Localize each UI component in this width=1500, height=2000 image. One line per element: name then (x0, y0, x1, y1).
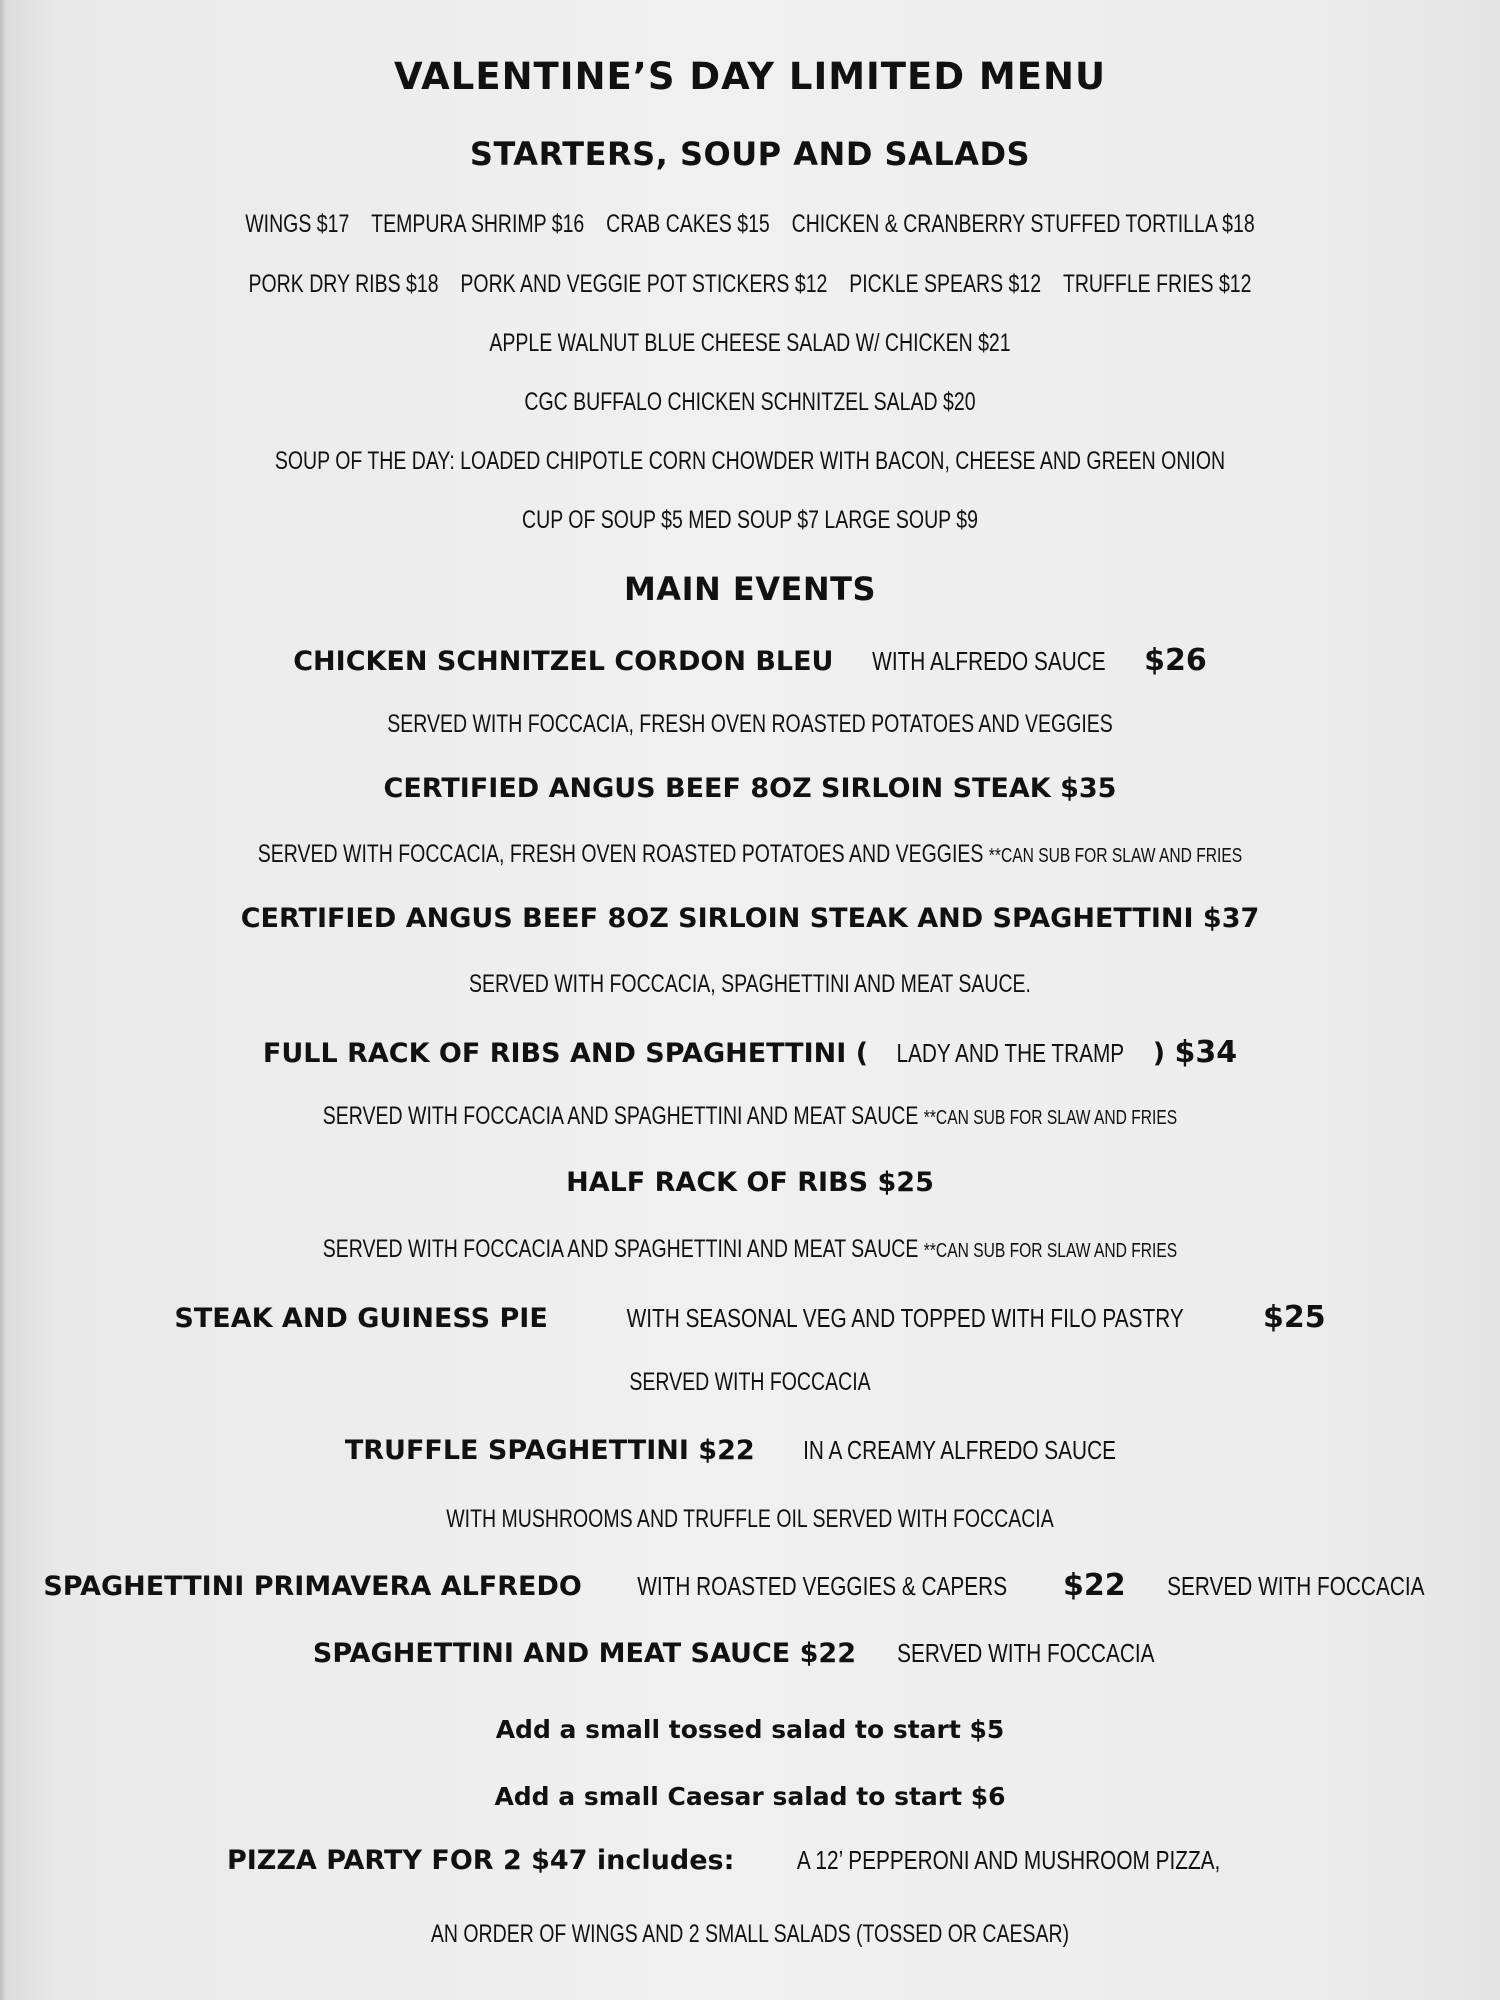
item-name: FULL RACK OF RIBS AND SPAGHETTINI (262, 1038, 847, 1069)
sub-note: **CAN SUB FOR SLAW AND FRIES (988, 845, 1243, 867)
item-name: TRUFFLE SPAGHETTINI $22 (344, 1435, 755, 1466)
pizza-party (0, 1845, 1500, 1876)
menu-title: VALENTINE’S DAY LIMITED MENU (393, 55, 1107, 98)
menu-item: PICKLE SPEARS $12 (849, 270, 1042, 298)
menu-item: TRUFFLE FRIES $12 (1062, 270, 1252, 298)
main-item-4 (0, 1035, 1500, 1070)
item-desc: SERVED WITH FOCCACIA (897, 1638, 1155, 1668)
main-item-4-served (165, 1102, 1335, 1131)
main-item-2-served (165, 840, 1335, 869)
main-item-3: CERTIFIED ANGUS BEEF 8OZ SIRLOIN STEAK AND SPAGHETTINI $37 (240, 903, 1260, 934)
menu-item: WINGS $17 (245, 210, 350, 238)
starters-row-1 (165, 210, 1335, 239)
item-desc: WITH SEASONAL VEG AND TOPPED WITH FILO PASTRY (626, 1303, 1184, 1333)
menu-item: PORK AND VEGGIE POT STICKERS $12 (460, 270, 828, 298)
sub-note: **CAN SUB FOR SLAW AND FRIES (923, 1107, 1178, 1129)
main-item-1 (0, 643, 1500, 678)
main-item-2: CERTIFIED ANGUS BEEF 8OZ SIRLOIN STEAK $35 (383, 773, 1117, 804)
main-item-1-served: SERVED WITH FOCCACIA, FRESH OVEN ROASTED POTATOES AND VEGGIES (387, 710, 1113, 738)
paren-close: ) (1152, 1038, 1166, 1069)
add-caesar-salad: Add a small Caesar salad to start $6 (494, 1782, 1006, 1811)
salad-item-1: APPLE WALNUT BLUE CHEESE SALAD W/ CHICKEN $21 (489, 329, 1011, 357)
starters-heading: STARTERS, SOUP AND SALADS (469, 135, 1031, 173)
main-item-6 (0, 1300, 1500, 1335)
item-price: $25 (1262, 1300, 1326, 1335)
item-name: SPAGHETTINI PRIMAVERA ALFREDO (43, 1571, 582, 1602)
item-price: $26 (1144, 643, 1207, 678)
add-tossed-salad: Add a small tossed salad to start $5 (495, 1715, 1005, 1744)
item-name: PIZZA PARTY FOR 2 $47 includes: (226, 1845, 735, 1876)
main-item-5: HALF RACK OF RIBS $25 (566, 1167, 934, 1198)
starters-row-2 (165, 270, 1335, 299)
main-item-7-served: WITH MUSHROOMS AND TRUFFLE OIL SERVED WITH FOCCACIA (446, 1505, 1054, 1533)
paren-open: ( (855, 1038, 869, 1069)
item-price: $34 (1174, 1035, 1238, 1070)
menu-item: CRAB CAKES $15 (606, 210, 770, 238)
item-desc: LADY AND THE TRAMP (896, 1038, 1125, 1068)
main-item-9 (0, 1638, 1500, 1669)
menu-item: CHICKEN & CRANBERRY STUFFED TORTILLA $18 (791, 210, 1255, 238)
item-desc-2: SERVED WITH FOCCACIA (1167, 1571, 1425, 1601)
main-item-5-served (165, 1235, 1335, 1264)
main-item-3-served: SERVED WITH FOCCACIA, SPAGHETTINI AND MEAT SAUCE. (469, 970, 1031, 998)
item-name: SPAGHETTINI AND MEAT SAUCE $22 (312, 1638, 856, 1669)
item-desc: A 12’ PEPPERONI AND MUSHROOM PIZZA, (796, 1845, 1221, 1875)
main-item-7 (0, 1435, 1500, 1466)
sub-note: **CAN SUB FOR SLAW AND FRIES (923, 1240, 1178, 1262)
item-desc: WITH ALFREDO SAUCE (872, 646, 1106, 676)
pizza-party-line-2: AN ORDER OF WINGS AND 2 SMALL SALADS (TOSSED OR CAESAR) (430, 1920, 1070, 1948)
menu-item: TEMPURA SHRIMP $16 (371, 210, 585, 238)
item-price: $22 (1062, 1568, 1126, 1603)
served-text: SERVED WITH FOCCACIA AND SPAGHETTINI AND MEAT SAUCE (322, 1102, 919, 1130)
menu-item: PORK DRY RIBS $18 (248, 270, 439, 298)
mains-heading: MAIN EVENTS (623, 570, 877, 608)
served-text: SERVED WITH FOCCACIA AND SPAGHETTINI AND MEAT SAUCE (322, 1235, 919, 1263)
served-text: SERVED WITH FOCCACIA, FRESH OVEN ROASTED POTATOES AND VEGGIES (257, 840, 984, 868)
item-name: CHICKEN SCHNITZEL CORDON BLEU (293, 646, 834, 677)
soup-of-the-day: SOUP OF THE DAY: LOADED CHIPOTLE CORN CHOWDER WITH BACON, CHEESE AND GREEN ONION (274, 447, 1226, 475)
item-desc: WITH ROASTED VEGGIES & CAPERS (637, 1571, 1008, 1601)
item-name: STEAK AND GUINESS PIE (174, 1303, 548, 1334)
main-item-8 (0, 1568, 1500, 1603)
soup-sizes: CUP OF SOUP $5 MED SOUP $7 LARGE SOUP $9 (522, 506, 978, 534)
salad-item-2: CGC BUFFALO CHICKEN SCHNITZEL SALAD $20 (524, 388, 976, 416)
main-item-6-served: SERVED WITH FOCCACIA (629, 1368, 871, 1396)
item-desc: IN A CREAMY ALFREDO SAUCE (803, 1435, 1117, 1465)
